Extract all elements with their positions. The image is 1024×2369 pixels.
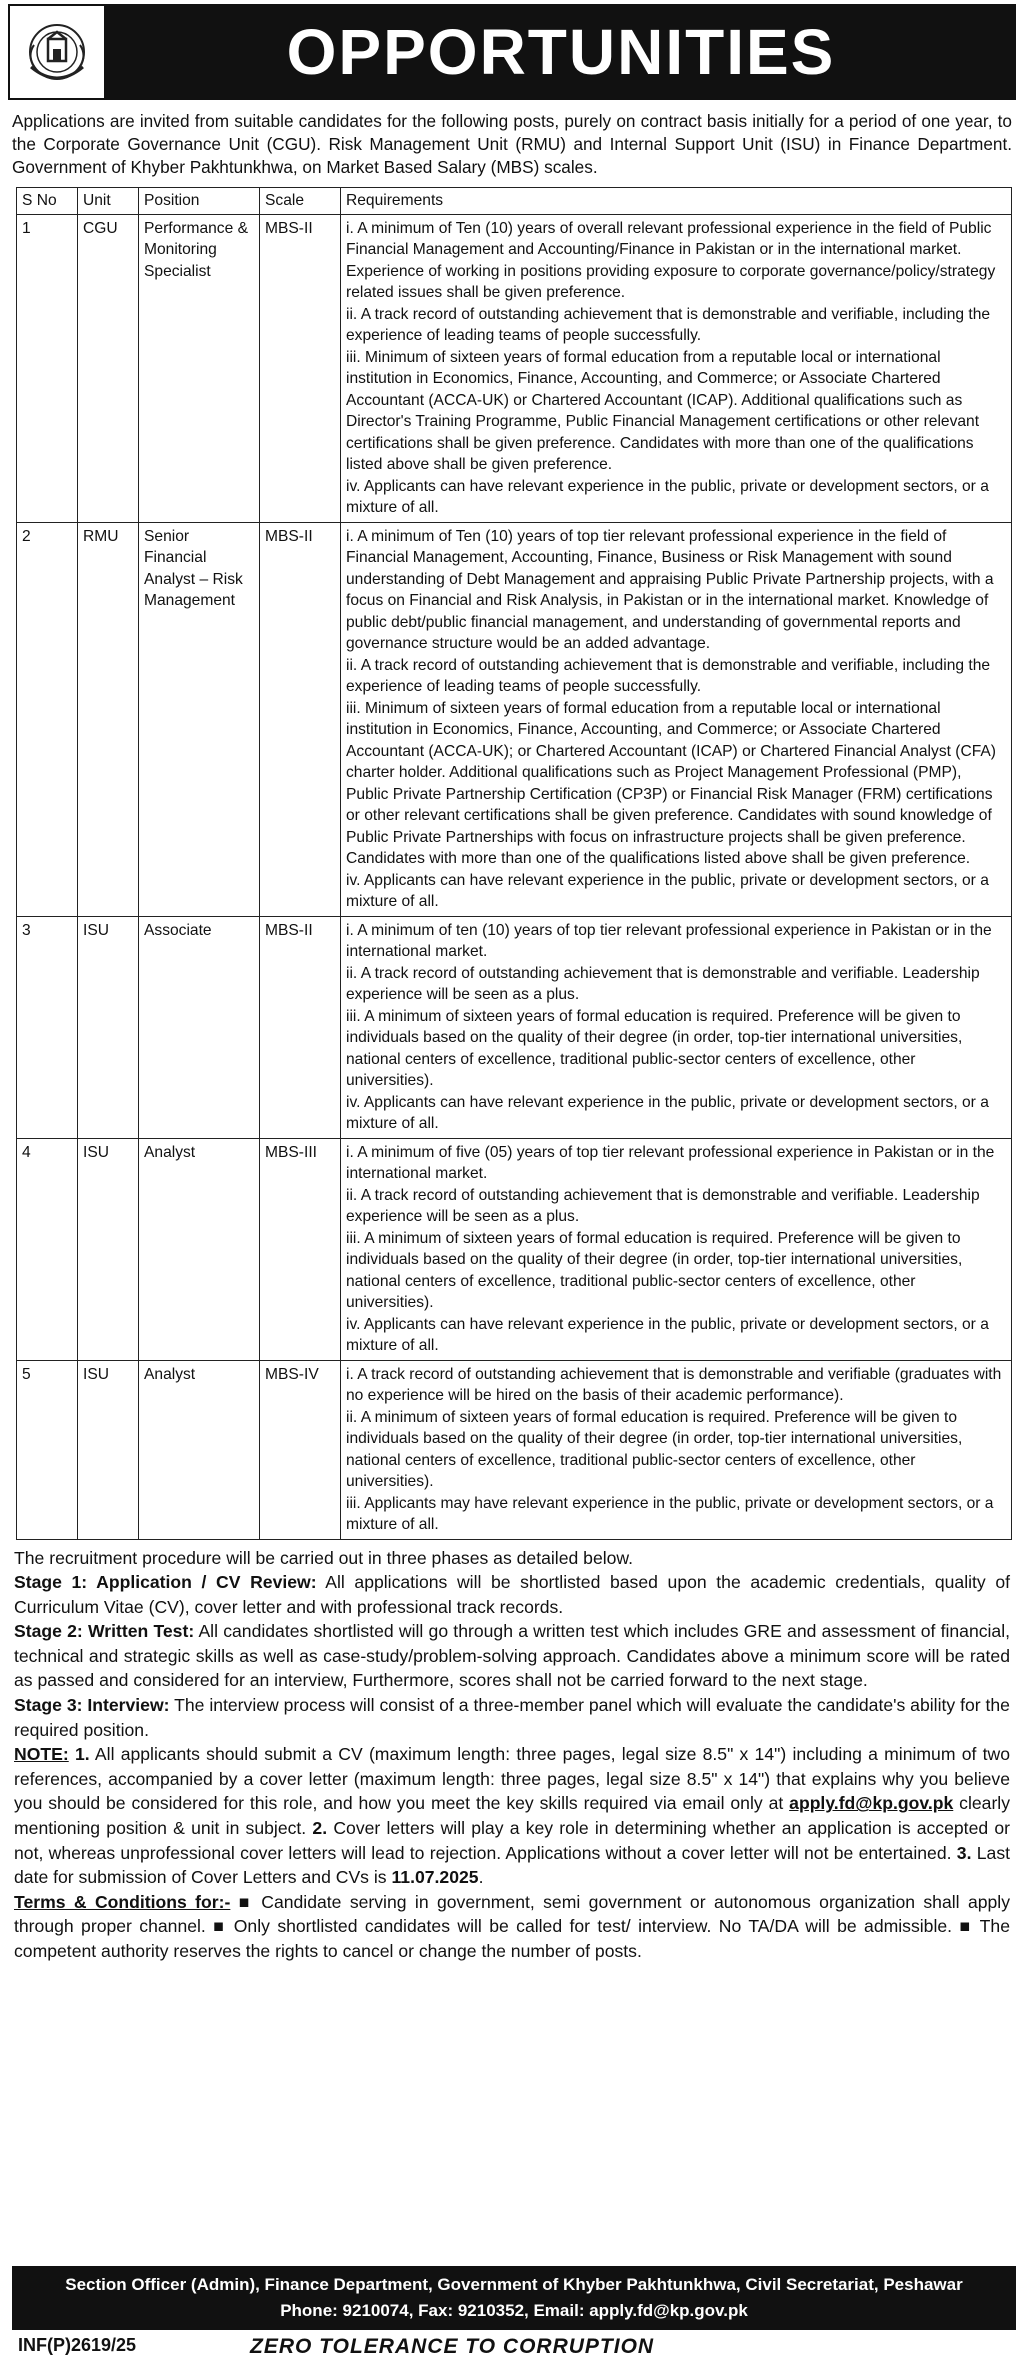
cell-sno: 5 [17,1360,78,1539]
cell-scale: MBS-IV [260,1360,341,1539]
cell-sno: 1 [17,214,78,522]
requirement-item: ii. A track record of outstanding achievement that is demonstrable and verifiable. Leadership experience will be seen as a plus. [346,964,980,1003]
table-row [17,1138,1012,1360]
requirement-item: iv. Applicants can have relevant experience in the public, private or development sectors, or a mixture of all. [346,1093,989,1132]
header-sno: S No [17,188,78,215]
note-section [14,1742,1010,1890]
footer-contact [12,2266,1016,2330]
procedure-section [14,1546,1010,1964]
cell-unit: CGU [78,214,139,522]
requirement-item: i. A track record of outstanding achievement that is demonstrable and verifiable (graduates with no experience will be hired on the basis of their academic performance). [346,1365,1002,1404]
requirement-item: iii. A minimum of sixteen years of formal education is required. Preference will be given to individuals based on the quality of their degree (in order, top-tier international universities, national centers of excellence, traditional public-sector centers of excellence, other universities). [346,1229,963,1311]
requirement-item: i. A minimum of Ten (10) years of overall relevant professional experience in the field of Public Financial Management and Accounting/Finance in Pakistan or in the international market. Experience of working in positions providing exposure to corporate governance/policy/strategy related issues shall be given preference. [346,219,996,301]
stage-2 [14,1619,1010,1693]
bullet-icon: ■ [213,1916,227,1937]
bottom-row [12,2333,1016,2360]
requirement-item: iv. Applicants can have relevant experience in the public, private or development sectors, or a mixture of all. [346,477,989,516]
footer-address: Section Officer (Admin), Finance Department, Government of Khyber Pakhtunkhwa, Civil Secretariat, Peshawar [65,2275,963,2294]
kp-government-emblem-icon [22,17,92,87]
stage-2-label: Stage 2: Written Test: [14,1621,195,1642]
intro-paragraph: Applications are invited from suitable candidates for the following posts, purely on contract basis initially for a period of one year, to the Corporate Governance Unit (CGU). Risk Management Unit (RMU) and Internal Support Unit (ISU) in Finance Department. Government of Khyber Pakhtunkhwa, on Market Based Salary (MBS) scales. [12,111,1012,177]
footer-phone-email: Phone: 9210074, Fax: 9210352, Email: apply.fd@kp.gov.pk [280,2301,748,2320]
cell-unit: ISU [78,1360,139,1539]
note-label: NOTE: [14,1744,69,1765]
table-row [17,916,1012,1138]
reference-number: INF(P)2619/25 [18,2335,137,2355]
requirement-item: iii. Minimum of sixteen years of formal education from a reputable local or international institution in Economics, Finance, Accounting, and Commerce; or Associate Chartered Accountant (ACCA-UK) or Chartered Accountant (ICAP). Additional qualifications such as Director's Training Programme, Public Financial Management certifications or other relevant certifications shall be given preference. Candidates with more than one of the qualifications listed above shall be given preference. [346,348,980,473]
motto: ZERO TOLERANCE TO CORRUPTION [250,2335,655,2358]
cell-position: Senior Financial Analyst – Risk Management [139,522,260,916]
stage-2-text: All candidates shortlisted will go through a written test which includes GRE and assessment of financial, technical and strategic skills as well as case-study/problem-solving approach. Candidates above a minimum score will be rated as passed and considered for an interview, Furthermore, scores shall not be carried forward to the next stage. [14,1621,1011,1691]
bullet-icon: ■ [238,1891,253,1912]
stage-1-text: All applications will be shortlisted based upon the academic credentials, quality of Curriculum Vitae (CV), cover letter and with professional track records. [14,1572,1011,1617]
requirement-item: i. A minimum of Ten (10) years of top tier relevant professional experience in the field of Financial Management, Accounting, Finance, Business or Risk Management with sound understanding of Debt Management and appraising Public Private Partnership projects, with a focus on Financial and Risk Analysis, in Pakistan or in the international market. Knowledge of public debt/public financial management, and understanding of governmental reports and governance structure would be an added advantage. [346,527,994,652]
cell-requirements [341,522,1012,916]
note-2-text: Cover letters will play a key role in determining whether an application is accepted or not, whereas unprofessional cover letters will lead to rejection. Applications without a cover letter will not be entertained. [14,1818,1010,1863]
header-banner [8,4,1016,100]
terms-label: Terms & Conditions for:- [14,1891,231,1912]
table-row [17,522,1012,916]
cell-scale: MBS-III [260,1138,341,1360]
note-3-text: Last date for submission of Cover Letters and CVs is [14,1842,1011,1888]
cell-requirements [341,916,1012,1138]
cell-unit: ISU [78,1138,139,1360]
cell-sno: 2 [17,522,78,916]
requirement-item: ii. A track record of outstanding achievement that is demonstrable and verifiable. Leadership experience will be seen as a plus. [346,1186,980,1225]
header-requirements: Requirements [341,188,1012,215]
cell-scale: MBS-II [260,916,341,1138]
table-row [17,1360,1012,1539]
table-row [17,214,1012,522]
cell-unit: ISU [78,916,139,1138]
cell-position: Analyst [139,1360,260,1539]
stage-3-text: The interview process will consist of a three-member panel which will evaluate the candidate's ability for the required position. [14,1695,1010,1740]
advertisement-page [8,4,1016,2360]
requirement-item: ii. A track record of outstanding achievement that is demonstrable and verifiable, including the experience of leading teams of people successfully. [346,656,991,695]
cell-position: Associate [139,916,260,1138]
cell-scale: MBS-II [260,522,341,916]
cell-requirements [341,1138,1012,1360]
cell-requirements [341,1360,1012,1539]
procedure-lead: The recruitment procedure will be carried out in three phases as detailed below. [14,1547,634,1568]
note-1-number: 1. [74,1744,90,1765]
requirement-item: iii. A minimum of sixteen years of formal education is required. Preference will be given to individuals based on the quality of their degree (in order, top-tier international universities, national centers of excellence, traditional public-sector centers of excellence, other universities). [346,1007,963,1089]
requirement-item: i. A minimum of five (05) years of top tier relevant professional experience in Pakistan or in the international market. [346,1143,995,1182]
cell-requirements [341,214,1012,522]
header-unit: Unit [78,188,139,215]
cell-scale: MBS-II [260,214,341,522]
email-link[interactable]: apply.fd@kp.gov.pk [789,1793,954,1814]
note-1-text-end: clearly mentioning position & unit in subject. [14,1793,1011,1839]
cell-sno: 3 [17,916,78,1138]
stage-3-label: Stage 3: Interview: [14,1695,170,1716]
requirement-item: iv. Applicants can have relevant experience in the public, private or development sectors, or a mixture of all. [346,871,989,910]
requirement-item: iii. Applicants may have relevant experience in the public, private or development sectors, or a mixture of all. [346,1494,994,1533]
term-3: The competent authority reserves the rights to cancel or change the number of posts. [14,1916,1010,1961]
cell-position: Performance & Monitoring Specialist [139,214,260,522]
terms-section [14,1890,1010,1964]
note-2-number: 2. [312,1818,328,1839]
note-1-text: All applicants should submit a CV (maximum length: three pages, legal size 8.5" x 14") including a minimum of two references, accompanied by a cover letter (maximum length: three pages, legal size 8.5" x 14") that explains why you believe you should be considered for this role, and how you meet the key skills required via email only at [14,1744,1011,1814]
requirement-item: ii. A track record of outstanding achievement that is demonstrable and verifiable, including the experience of leading teams of people successfully. [346,305,991,344]
header-scale: Scale [260,188,341,215]
header-position: Position [139,188,260,215]
note-3-number: 3. [956,1842,972,1863]
requirement-item: iii. Minimum of sixteen years of formal education from a reputable local or international institution in Economics, Finance, Accounting, and Commerce; or Associate Chartered Accountant (ACCA-UK); or Chartered Accountant (ICAP) or Chartered Financial Analyst (CFA) charter holder. Additional qualifications such as Project Management Professional (PMP), Public Private Partnership Certification (CP3P) or Financial Risk Manager (FRM) certifications or other relevant certifications shall be given preference. Candidates with sound knowledge of Public Private Partnerships with focus on infrastructure projects shall be given preference. Candidates with more than one of the qualifications listed above shall be given preference. [346,699,996,867]
term-2: Only shortlisted candidates will be called for test/ interview. No TA/DA will be admissible. [233,1916,953,1937]
posts-table [16,187,1012,1540]
requirement-item: ii. A minimum of sixteen years of formal education is required. Preference will be given to individuals based on the quality of their degree (in order, top-tier international universities, national centers of excellence, traditional public-sector centers of excellence, other universities). [346,1408,963,1490]
cell-unit: RMU [78,522,139,916]
note-3-end: . [478,1867,484,1888]
stage-1 [14,1570,1010,1619]
requirement-item: i. A minimum of ten (10) years of top tier relevant professional experience in Pakistan or in the international market. [346,921,992,960]
stage-3 [14,1693,1010,1742]
cell-sno: 4 [17,1138,78,1360]
term-1: Candidate serving in government, semi government or autonomous organization shall apply through proper channel. [14,1891,1010,1937]
requirement-item: iv. Applicants can have relevant experience in the public, private or development sectors, or a mixture of all. [346,1315,989,1354]
bullet-icon: ■ [959,1916,973,1937]
table-header-row [17,188,1012,215]
stage-1-label: Stage 1: Application / CV Review: [14,1572,317,1593]
page-title: OPPORTUNITIES [286,16,836,88]
cell-position: Analyst [139,1138,260,1360]
logo [8,4,106,100]
last-date: 11.07.2025 [391,1867,479,1888]
